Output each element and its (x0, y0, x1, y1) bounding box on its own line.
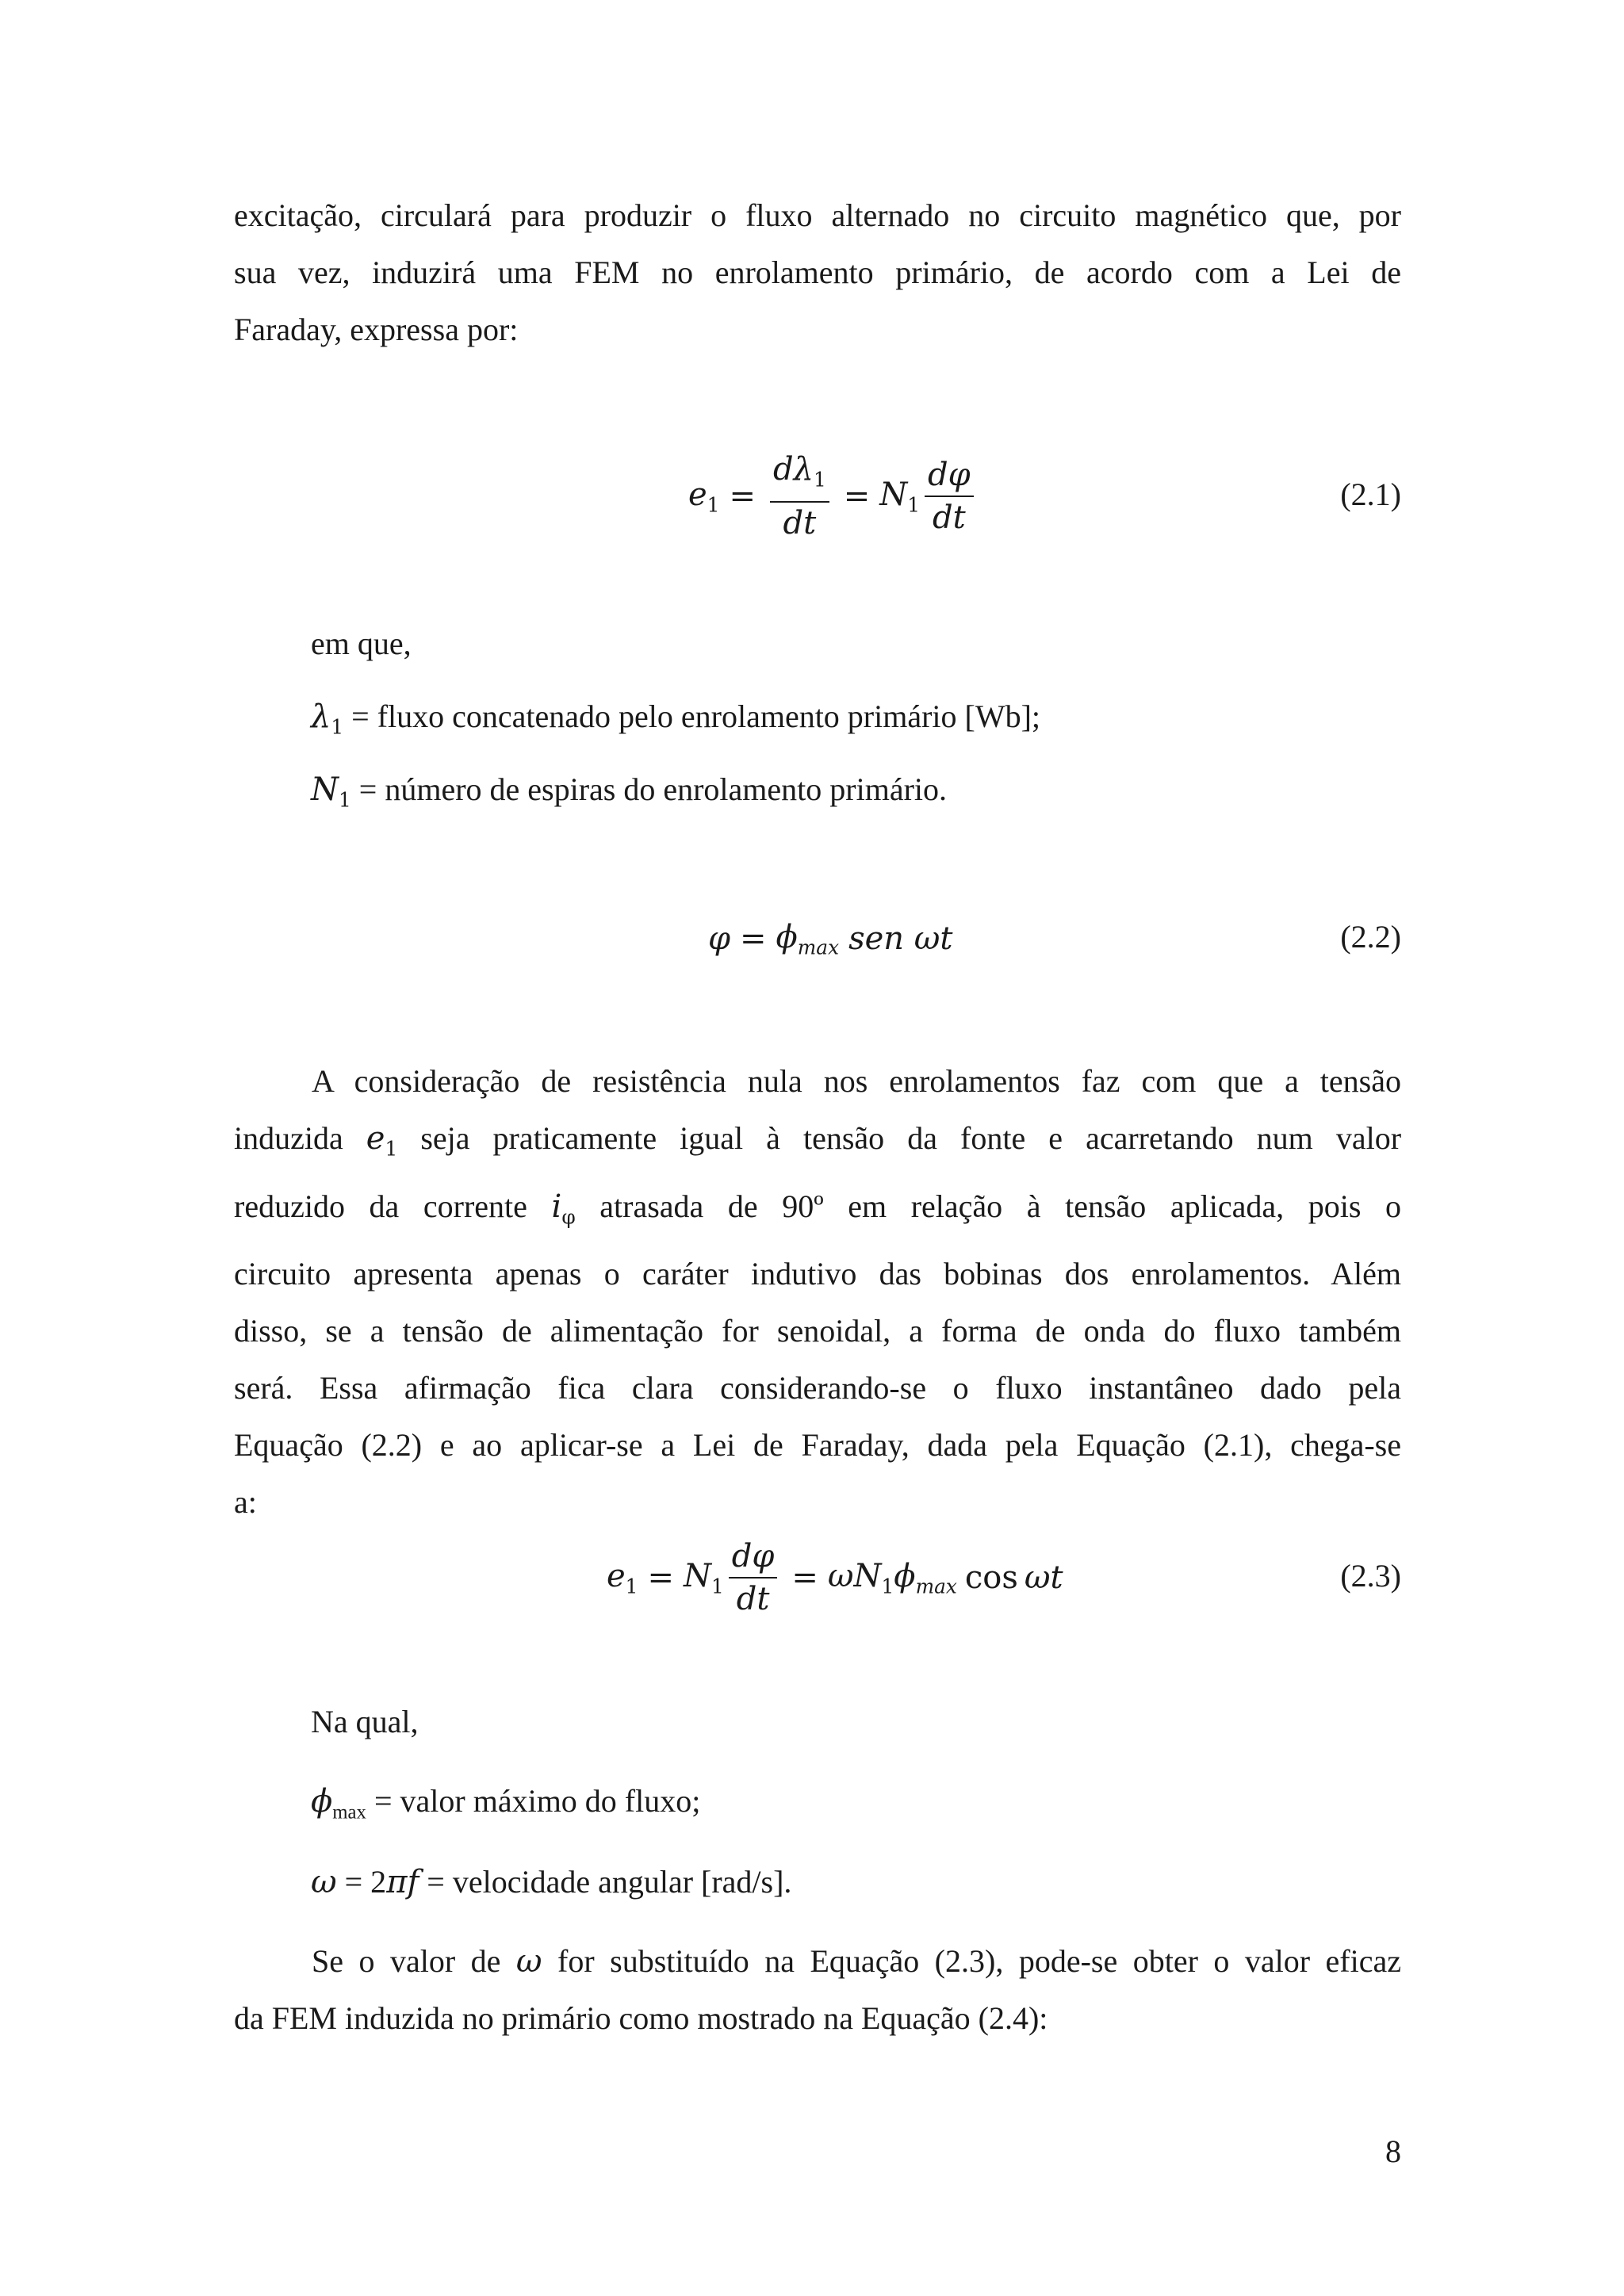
definition-intro: Na qual, (311, 1704, 419, 1739)
text-line: disso, se a tensão de alimentação for senoidal, a forma de onda do fluxo também (234, 1313, 1401, 1349)
equation-2-2 (234, 907, 1401, 970)
text-line: reduzido da corrente $i_\varphi$ atrasada de 90º em relação à tensão aplicada, pois o (234, 1188, 1402, 1229)
eq1-fraction-dlambda-dt: $\frac{d\lambda_1}{dt}$ (770, 452, 829, 541)
text-line: será. Essa afirmação fica clara considerando-se o fluxo instantâneo dado pela (234, 1370, 1401, 1406)
eq1-coefficient: $N_1$ (879, 476, 921, 517)
equation-2-1 (234, 449, 1401, 544)
text-line: Faraday, expressa por: (234, 312, 519, 347)
eq3-fraction-dphi-dt: $\frac{d\varphi}{dt}$ (729, 1539, 778, 1617)
text-line: A consideração de resistência nula nos enrolamentos faz com que a tensão (312, 1063, 1401, 1099)
text-line: excitação, circulará para produzir o fluxo alternado no circuito magnético que, por (234, 197, 1401, 233)
definition-intro: em que, (311, 626, 412, 661)
definition-item-phimax: $\phi_{max}$ = valor máximo do fluxo; (311, 1783, 701, 1823)
definition-item-omega: ω = 2πf = velocidade angular [rad/s]. (311, 1864, 792, 1900)
text-line: Se o valor de ω for substituído na Equação (2.3), pode-se obter o valor eficaz (312, 1943, 1402, 1980)
text-line: da FEM induzida no primário como mostrado na Equação (2.4): (234, 2000, 1048, 2036)
text-line: Equação (2.2) e ao aplicar-se a Lei de Faraday, dada pela Equação (2.1), chega-se (234, 1427, 1401, 1464)
intro-paragraph (234, 187, 1401, 358)
equation-number: (2.3) (1340, 1558, 1401, 1594)
text-line: sua vez, induzirá uma FEM no enrolamento primário, de acordo com a Lei de (234, 254, 1401, 290)
text-line: circuito apresenta apenas o caráter indutivo das bobinas dos enrolamentos. Além (234, 1256, 1401, 1292)
equation-body: $e_1$ = $\frac{d\lambda_1}{dt}$ = $N_1$ $\frac{d\varphi}{dt}$ (688, 449, 979, 544)
page-number: 8 (1385, 2133, 1401, 2169)
equation-2-3 (234, 1530, 1401, 1625)
equation-body: φ = $\phi_{max}$ sen ωt (708, 918, 953, 959)
eq1-lhs: $e_1$ (688, 476, 720, 517)
main-paragraph (234, 1053, 1401, 1531)
eq1-fraction-dphi-dt: $\frac{d\varphi}{dt}$ (925, 457, 974, 535)
equation-number: (2.2) (1340, 919, 1401, 955)
definition-item-lambda: $\lambda_1$ = fluxo concatenado pelo enrolamento primário [Wb]; (311, 698, 1041, 739)
closing-paragraph (234, 1933, 1401, 2047)
equation-number: (2.1) (1340, 476, 1401, 512)
text-line: induzida $e_1$ seja praticamente igual à tensão da fonte e acarretando num valor (234, 1120, 1402, 1161)
equation-body: $e_1$ = $N_1$ $\frac{d\varphi}{dt}$ = $\omega N_1$ $\phi_{max}$ cos ωt (607, 1538, 1063, 1617)
text-line: a: (234, 1484, 257, 1521)
definition-item-n1: $N_1$ = número de espiras do enrolamento primário. (311, 771, 948, 812)
